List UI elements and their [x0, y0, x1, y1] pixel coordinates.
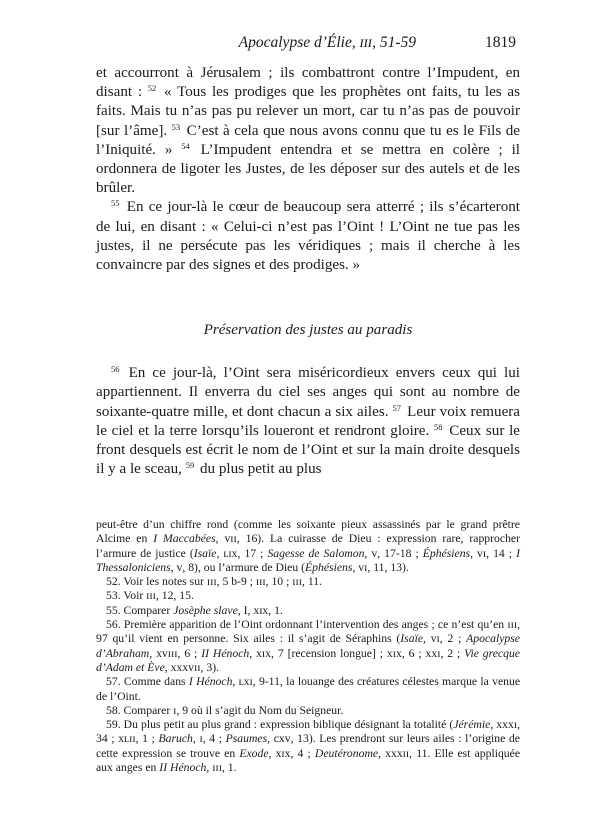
- footnote-57: 57. Comme dans I Hénoch, ʟxɪ, 9-11, la louange des créatures célestes marque la venue de l’Oint.: [96, 675, 521, 703]
- verse-number: 53: [171, 121, 181, 132]
- verse-number: 54: [181, 140, 190, 151]
- paragraph-verse-55: $^{55}$ En ce jour-là le cœur de beaucoup sera atterré ; ils s’écarteront de lui, en disant : « Celui-ci n’est pas l’Oint ! L’Oint ne tue pas les justes, il ne persécute pas les véridiques ; mais il cherche à les convaincre par des signes et des prodiges. »: [96, 198, 520, 274]
- paragraph-verses-51-54: et accourront à Jérusalem ; ils combattront contre l’Impudent, en disant : $^{52}$ « Tous les prodiges que les prophètes ont faits, tu les as faits. Mais tu n’as pas pu relever un mort, car tu n’as pas de pouvoir [sur l’âme]. $^{53}$ C’est à cela que nous avons connu que tu es le Fils de l’Iniquité. » $^{54}$ L’Impudent entendra et se mettra en colère ; il ordonnera de ligoter les Justes, de les déposer sur des autels et de les brûler.: [96, 65, 521, 197]
- verse-number: 57: [392, 402, 402, 413]
- verse-number: 55: [111, 198, 120, 209]
- running-title: Apocalypse d’Élie, ɪɪɪ, 51-59: [238, 34, 416, 51]
- footnotes: [96, 518, 520, 775]
- footnote-59: 59. Du plus petit au plus grand : expression biblique désignant la totalité (Jérémie, xxxɪ, 34 ; xʟɪɪ, 1 ; Baruch, ɪ, 4 ; Psaumes, cxᴠ, 13). Les prendront sur leurs ailes : l’origine de cette expression se trouve en Exode, xɪx, 4 ; Deutéronome, xxxɪɪ, 11. Elle est appliquée aux anges en II Hénoch, ɪɪɪ, 1.: [96, 718, 521, 775]
- verse-number: 58: [434, 421, 443, 432]
- footnote-continued: peut-être d’un chiffre rond (comme les soixante pieux assassinés par le grand prêtre Alcime en I Maccabées, ᴠɪɪ, 16). La cuirasse de Dieu : expression rare, rapprocher l’armure de justice (Isaïe, ʟɪx, 17 ; Sagesse de Salomon, ᴠ, 17-18 ; Éphésiens, ᴠɪ, 14 ; I Thessaloniciens, ᴠ, 8), ou l’armure de Dieu (Éphésiens, ᴠɪ, 11, 13).: [96, 518, 520, 574]
- footnote-52: 52. Voir les notes sur ɪɪɪ, 5 b-9 ; ɪɪɪ, 10 ; ɪɪɪ, 11.: [106, 575, 323, 589]
- verse-number: 59: [185, 460, 195, 471]
- verse-number: 52: [147, 83, 157, 94]
- section-title: Préservation des justes au paradis: [203, 322, 413, 338]
- footnote-56: 56. Première apparition de l’Oint ordonnant l’intervention des anges ; ce n’est qu’en ɪɪɪ, 97 qu’il vient en personne. Six ailes : il s’agit de Séraphins (Isaïe, ᴠɪ, 2 ; Apocalypse d’Abraham, xᴠɪɪɪ, 6 ; II Hénoch, xɪx, 7 [recension longue] ; xɪx, 6 ; xxɪ, 2 ; Vie grecque d’Adam et Ève, xxxᴠɪɪ, 3).: [96, 618, 520, 674]
- paragraph-verses-56-59: $^{56}$ En ce jour-là, l’Oint sera miséricordieux envers ceux qui lui appartiennent. Il enverra du ciel ses anges qui sont au nombre de soixante-quatre mille, et dont chacun a six ailes. $^{57}$ Leur voix remuera le ciel et la terre lorsqu’ils loueront et rendront gloire. $^{58}$ Ceux sur le front desquels est écrit le nom de l’Oint et sur la main droite desquels il y a le sceau, $^{59}$ du plus petit au plus: [96, 364, 520, 478]
- body-text-bottom: [96, 364, 520, 480]
- footnote-53: 53. Voir ɪɪɪ, 12, 15.: [106, 589, 194, 603]
- footnote-58: 58. Comparer ɪ, 9 où il s’agit du Nom du Seigneur.: [106, 703, 344, 717]
- page-header: [96, 34, 516, 54]
- verse-number: 56: [111, 364, 120, 374]
- page-number: 1819: [485, 34, 516, 51]
- footnote-55: 55. Comparer Josèphe slave, I, xɪx, 1.: [106, 603, 283, 617]
- body-text-top: [96, 64, 520, 275]
